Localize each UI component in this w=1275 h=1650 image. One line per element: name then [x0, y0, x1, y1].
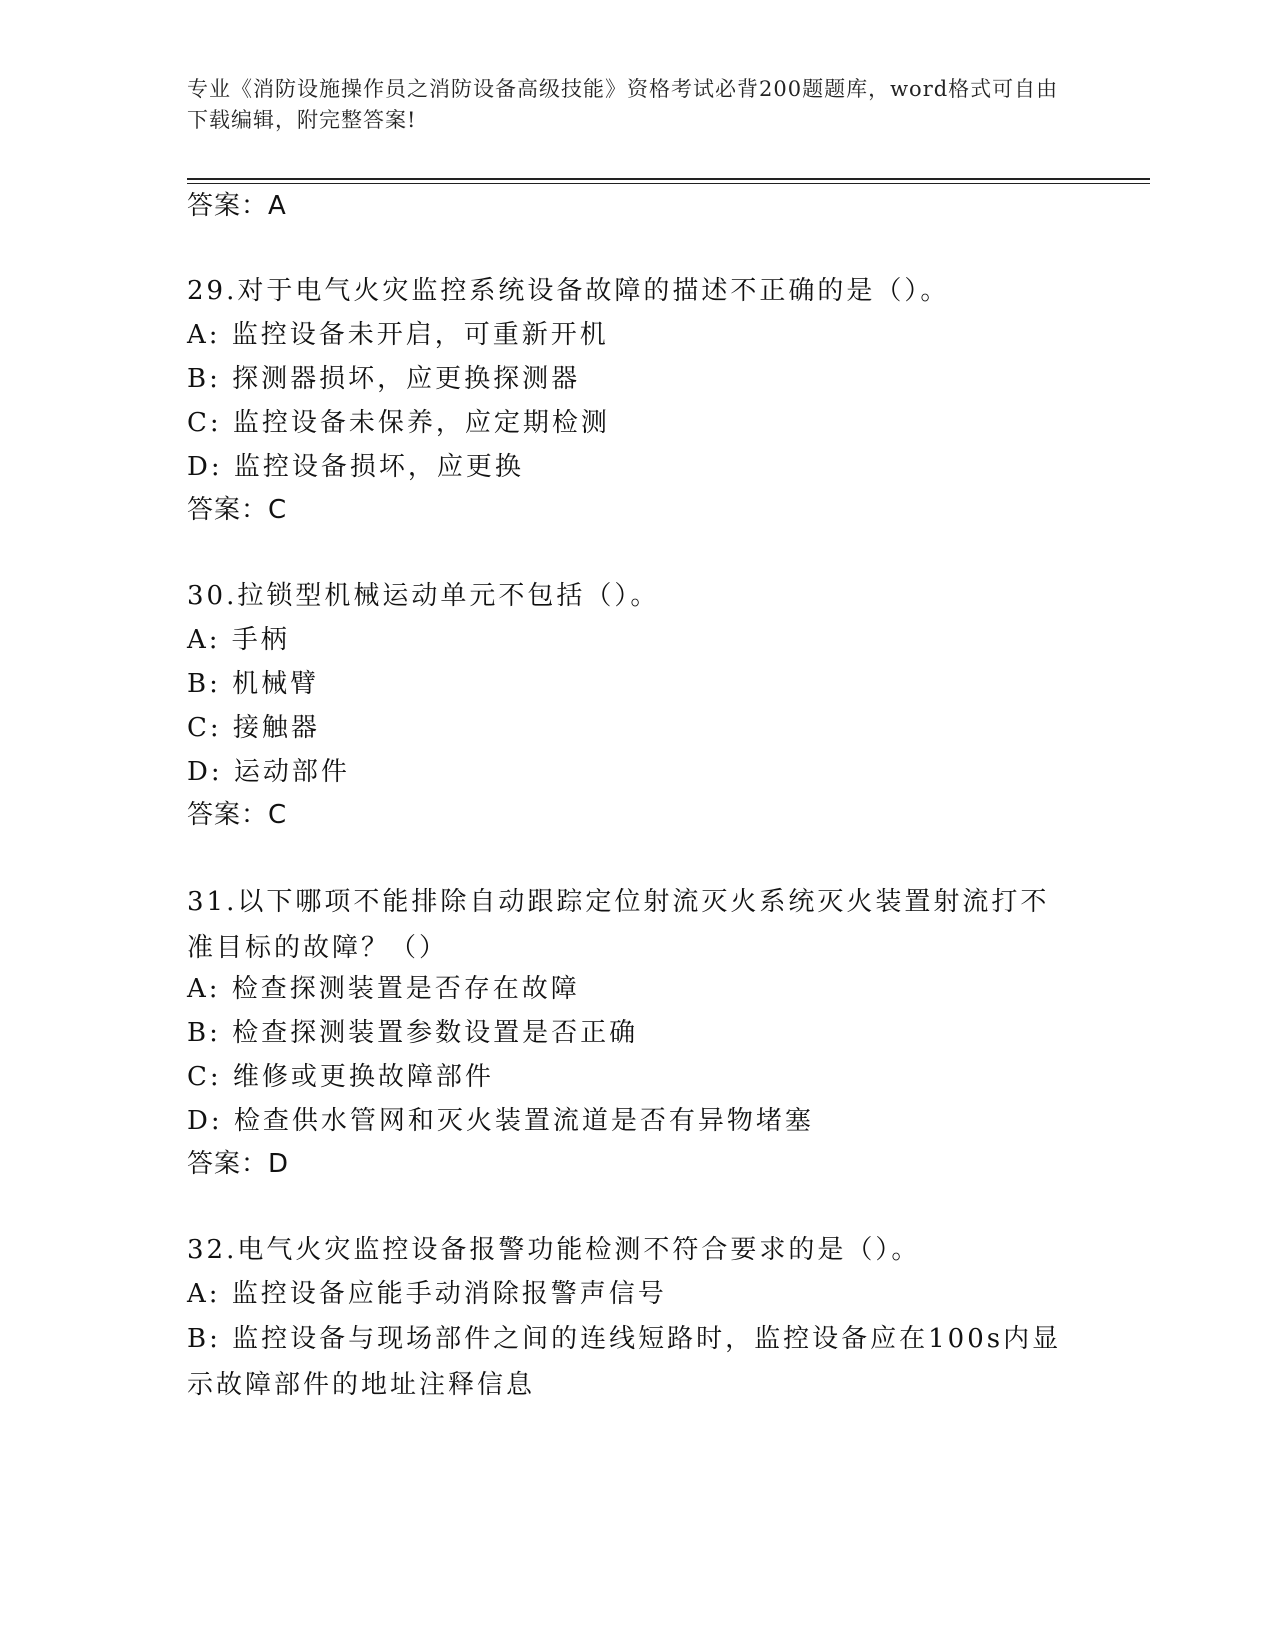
question-stem: 31.以下哪项不能排除自动跟踪定位射流灭火系统灭火装置射流打不准目标的故障？（） — [187, 887, 1050, 963]
option-d: D: 监控设备损坏，应更换 — [187, 452, 524, 482]
question-answer: 答案：C — [187, 495, 288, 525]
question-answer: 答案：C — [187, 800, 288, 830]
question-stem: 29.对于电气火灾监控系统设备故障的描述不正确的是（）。 — [187, 276, 950, 306]
option-b: B: 监控设备与现场部件之间的连线短路时，监控设备应在100s内显示故障部件的地址注释信息 — [187, 1324, 1062, 1400]
option-c: C: 维修或更换故障部件 — [187, 1062, 494, 1092]
option-a: A: 监控设备应能手动消除报警声信号 — [187, 1279, 667, 1309]
option-b: B: 检查探测装置参数设置是否正确 — [187, 1018, 639, 1048]
document-header: 专业《消防设施操作员之消防设备高级技能》资格考试必背200题题库，word格式可自由下载编辑，附完整答案! — [187, 77, 1059, 132]
option-c: C: 接触器 — [187, 713, 320, 743]
option-d: D: 检查供水管网和灭火装置流道是否有异物堵塞 — [187, 1106, 814, 1136]
option-a: A: 手柄 — [187, 625, 290, 655]
option-b: B: 机械臂 — [187, 669, 320, 699]
option-d: D: 运动部件 — [187, 757, 350, 787]
option-c: C: 监控设备未保养，应定期检测 — [187, 408, 610, 438]
question-answer: 答案：D — [187, 1149, 290, 1179]
question-stem: 30.拉锁型机械运动单元不包括（）。 — [187, 581, 660, 611]
option-b: B: 探测器损坏，应更换探测器 — [187, 364, 581, 394]
option-a: A: 检查探测装置是否存在故障 — [187, 974, 580, 1004]
question-stem: 32.电气火灾监控设备报警功能检测不符合要求的是（）。 — [187, 1235, 921, 1265]
header-divider-thick — [187, 178, 1150, 180]
header-divider-thin — [187, 183, 1150, 184]
previous-answer: 答案：A — [187, 191, 287, 221]
option-a: A: 监控设备未开启，可重新开机 — [187, 320, 609, 350]
